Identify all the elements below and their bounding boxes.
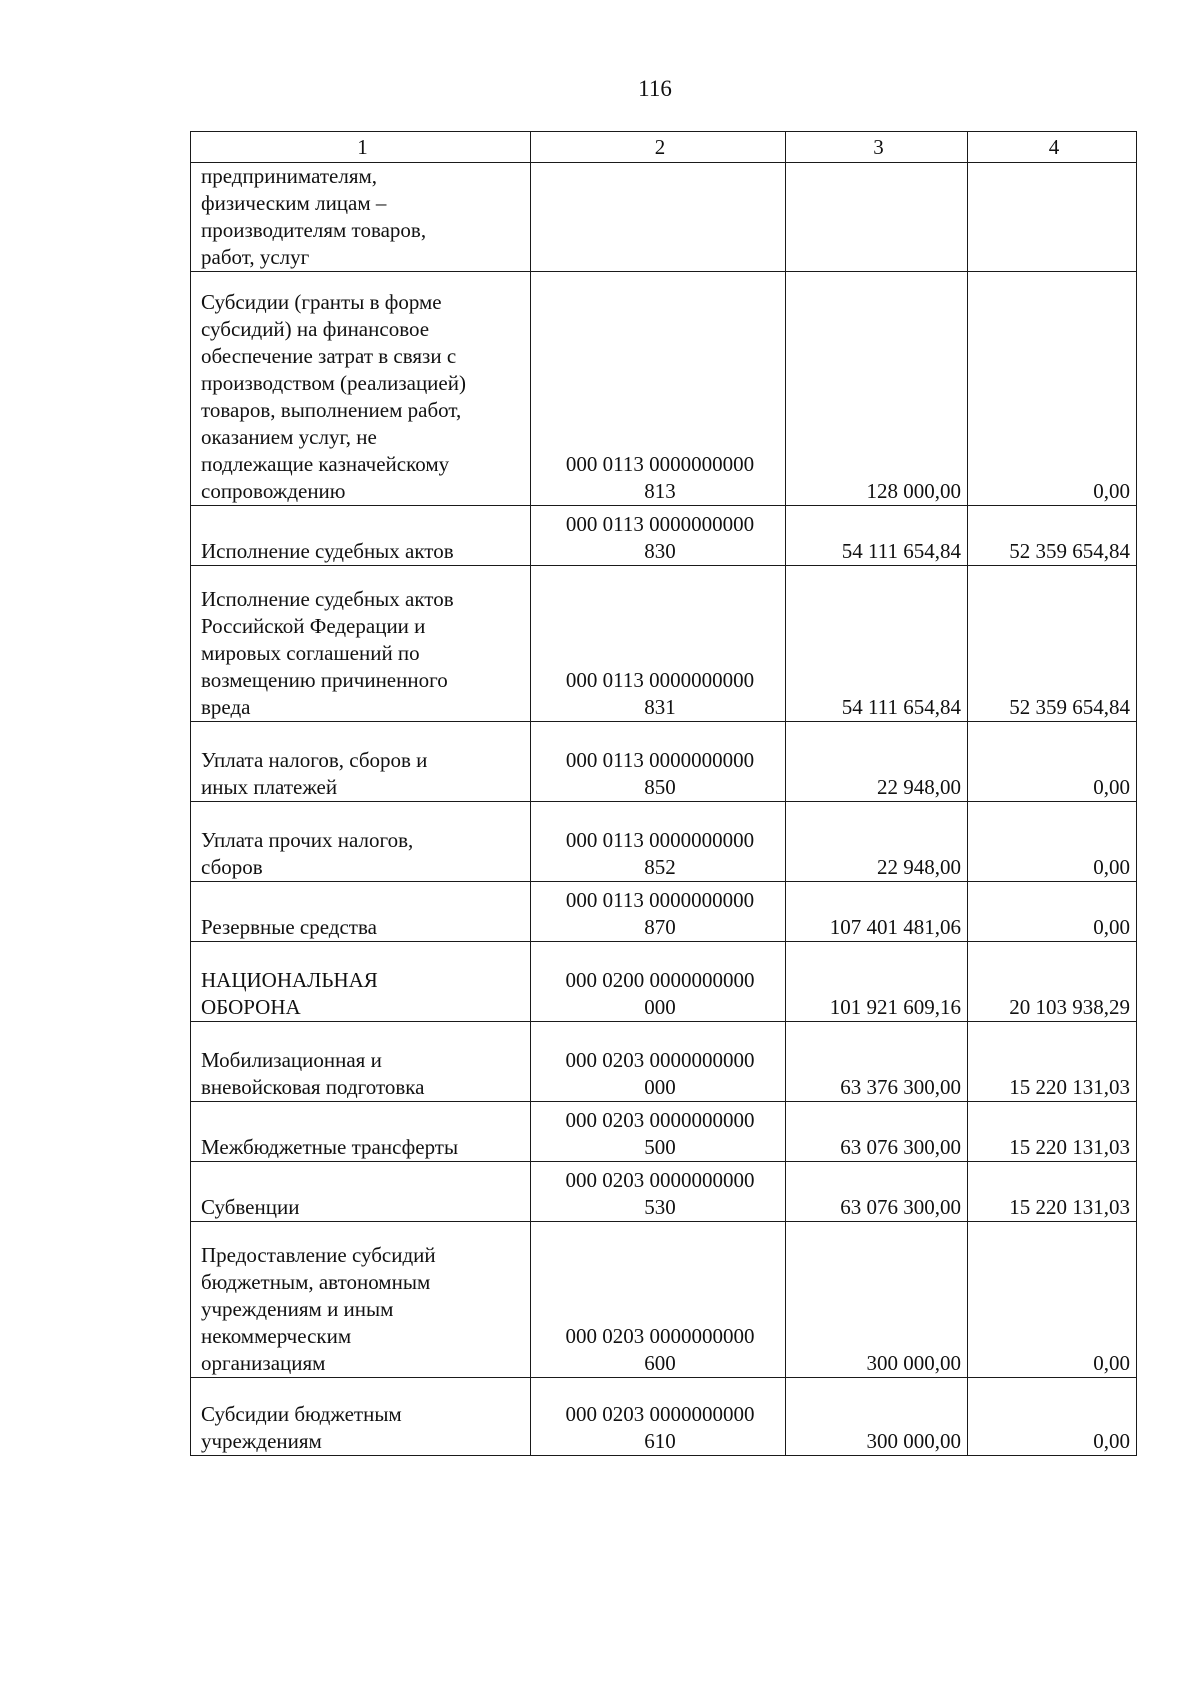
- row-code-cell: [531, 882, 786, 942]
- row-col3-value-text: 63 076 300,00: [840, 1135, 961, 1159]
- row-col4-value-text: 15 220 131,03: [1009, 1075, 1130, 1099]
- row-code-cell-text: 000 0113 0000000000 850: [565, 748, 755, 799]
- row-col4-value-text: 20 103 938,29: [1009, 995, 1130, 1019]
- table-row: [191, 1022, 1137, 1102]
- row-col4-value: [968, 882, 1137, 942]
- row-col3-value: [786, 1022, 968, 1102]
- row-col3-value: [786, 722, 968, 802]
- row-col4-value-text: 52 359 654,84: [1009, 539, 1130, 563]
- row-name-cell-text: предпринимателям, физическим лицам – производителям товаров, работ, услуг: [201, 164, 427, 269]
- row-name-cell: [191, 1222, 531, 1378]
- table-row: [191, 802, 1137, 882]
- row-col4-value: [968, 802, 1137, 882]
- row-name-cell: [191, 942, 531, 1022]
- row-code-cell-text: 000 0203 0000000000 000: [565, 1048, 755, 1099]
- header-col-3: 3: [786, 132, 968, 163]
- table-row: [191, 1102, 1137, 1162]
- row-name-cell: [191, 566, 531, 722]
- row-col4-value: [968, 163, 1137, 272]
- row-col4-value: [968, 1378, 1137, 1456]
- row-col3-value: [786, 1162, 968, 1222]
- row-code-cell: [531, 506, 786, 566]
- row-col4-value-text: 0,00: [1093, 479, 1130, 503]
- row-col3-value: [786, 272, 968, 506]
- header-col-2: 2: [531, 132, 786, 163]
- row-col4-value: [968, 272, 1137, 506]
- row-col4-value: [968, 506, 1137, 566]
- row-col4-value: [968, 1222, 1137, 1378]
- row-col4-value-text: 15 220 131,03: [1009, 1135, 1130, 1159]
- row-name-cell-text: Субсидии (гранты в форме субсидий) на финансовое обеспечение затрат в связи с производством (реализацией) товаров, выполнением работ, оказанием услуг, не подлежащие казначейскому сопровождению: [201, 290, 466, 503]
- row-col4-value: [968, 722, 1137, 802]
- row-name-cell-text: НАЦИОНАЛЬНАЯ ОБОРОНА: [201, 968, 378, 1019]
- row-col3-value-text: 107 401 481,06: [829, 915, 961, 939]
- table-row: [191, 1378, 1137, 1456]
- row-code-cell-text: 000 0203 0000000000 500: [565, 1108, 755, 1159]
- row-col4-value: [968, 1022, 1137, 1102]
- row-code-cell-text: 000 0203 0000000000 610: [565, 1402, 755, 1453]
- row-code-cell: [531, 566, 786, 722]
- row-col4-value-text: 0,00: [1093, 775, 1130, 799]
- row-code-cell: [531, 802, 786, 882]
- row-name-cell-text: Мобилизационная и вневойсковая подготовка: [201, 1048, 425, 1099]
- row-col3-value: [786, 1378, 968, 1456]
- table-row: [191, 882, 1137, 942]
- row-name-cell: [191, 506, 531, 566]
- row-code-cell-text: 000 0203 0000000000 600: [565, 1324, 755, 1375]
- row-col3-value-text: 22 948,00: [877, 775, 961, 799]
- row-col4-value: [968, 1162, 1137, 1222]
- row-name-cell: [191, 802, 531, 882]
- row-name-cell: [191, 882, 531, 942]
- row-col3-value: [786, 506, 968, 566]
- row-code-cell: [531, 1022, 786, 1102]
- row-col4-value-text: 52 359 654,84: [1009, 695, 1130, 719]
- row-col3-value-text: 300 000,00: [866, 1429, 961, 1453]
- row-col3-value-text: 54 111 654,84: [841, 539, 961, 563]
- row-name-cell-text: Субвенции: [201, 1195, 300, 1219]
- row-name-cell: [191, 1022, 531, 1102]
- row-col3-value-text: 54 111 654,84: [841, 695, 961, 719]
- table-row: [191, 942, 1137, 1022]
- row-name-cell: [191, 1378, 531, 1456]
- row-code-cell: [531, 722, 786, 802]
- row-col4-value: [968, 942, 1137, 1022]
- row-name-cell: [191, 163, 531, 272]
- row-name-cell: [191, 1162, 531, 1222]
- table-row: [191, 163, 1137, 272]
- row-col3-value: [786, 566, 968, 722]
- row-name-cell: [191, 272, 531, 506]
- row-col3-value-text: 300 000,00: [866, 1351, 961, 1375]
- row-code-cell-text: 000 0113 0000000000 831: [565, 668, 755, 719]
- row-name-cell-text: Субсидии бюджетным учреждениям: [201, 1402, 402, 1453]
- table-row: [191, 566, 1137, 722]
- row-code-cell-text: 000 0113 0000000000 830: [565, 512, 755, 563]
- row-col3-value: [786, 882, 968, 942]
- row-col4-value: [968, 1102, 1137, 1162]
- row-code-cell-text: 000 0113 0000000000 813: [565, 452, 755, 503]
- row-col3-value: [786, 802, 968, 882]
- row-code-cell: [531, 942, 786, 1022]
- row-name-cell-text: Уплата налогов, сборов и иных платежей: [201, 748, 428, 799]
- header-col-4: 4: [968, 132, 1137, 163]
- row-col4-value-text: 0,00: [1093, 855, 1130, 879]
- row-name-cell-text: Предоставление субсидий бюджетным, автономным учреждениям и иным некоммерческим организациям: [201, 1243, 436, 1375]
- row-code-cell: [531, 1222, 786, 1378]
- row-code-cell-text: 000 0200 0000000000 000: [565, 968, 755, 1019]
- table-row: [191, 272, 1137, 506]
- row-col3-value: [786, 163, 968, 272]
- table-row: [191, 722, 1137, 802]
- row-name-cell-text: Межбюджетные трансферты: [201, 1135, 459, 1159]
- row-col3-value: [786, 1222, 968, 1378]
- row-code-cell-text: 000 0113 0000000000 870: [565, 888, 755, 939]
- row-col4-value-text: 0,00: [1093, 915, 1130, 939]
- row-name-cell-text: Исполнение судебных актов Российской Федерации и мировых соглашений по возмещению причиненного вреда: [201, 587, 454, 719]
- table-row: [191, 1222, 1137, 1378]
- row-code-cell: [531, 1102, 786, 1162]
- budget-table: [190, 131, 1137, 1456]
- row-col3-value-text: 128 000,00: [866, 479, 961, 503]
- row-col3-value: [786, 1102, 968, 1162]
- table-header-row: [191, 132, 1137, 163]
- row-col4-value-text: 0,00: [1093, 1429, 1130, 1453]
- row-name-cell-text: Исполнение судебных актов: [201, 539, 454, 563]
- row-col3-value-text: 101 921 609,16: [829, 995, 961, 1019]
- header-col-1: 1: [191, 132, 531, 163]
- row-name-cell-text: Резервные средства: [201, 915, 377, 939]
- row-code-cell: [531, 1162, 786, 1222]
- row-name-cell: [191, 1102, 531, 1162]
- row-code-cell-text: 000 0113 0000000000 852: [565, 828, 755, 879]
- row-col3-value-text: 63 076 300,00: [840, 1195, 961, 1219]
- row-col4-value-text: 0,00: [1093, 1351, 1130, 1375]
- page-number: 116: [638, 76, 672, 101]
- row-col3-value-text: 22 948,00: [877, 855, 961, 879]
- row-col3-value: [786, 942, 968, 1022]
- row-code-cell: [531, 272, 786, 506]
- table-row: [191, 506, 1137, 566]
- row-code-cell-text: 000 0203 0000000000 530: [565, 1168, 755, 1219]
- table-row: [191, 1162, 1137, 1222]
- row-name-cell-text: Уплата прочих налогов, сборов: [201, 828, 414, 879]
- row-code-cell: [531, 163, 786, 272]
- row-col4-value: [968, 566, 1137, 722]
- row-name-cell: [191, 722, 531, 802]
- row-code-cell: [531, 1378, 786, 1456]
- row-col3-value-text: 63 376 300,00: [840, 1075, 961, 1099]
- row-col4-value-text: 15 220 131,03: [1009, 1195, 1130, 1219]
